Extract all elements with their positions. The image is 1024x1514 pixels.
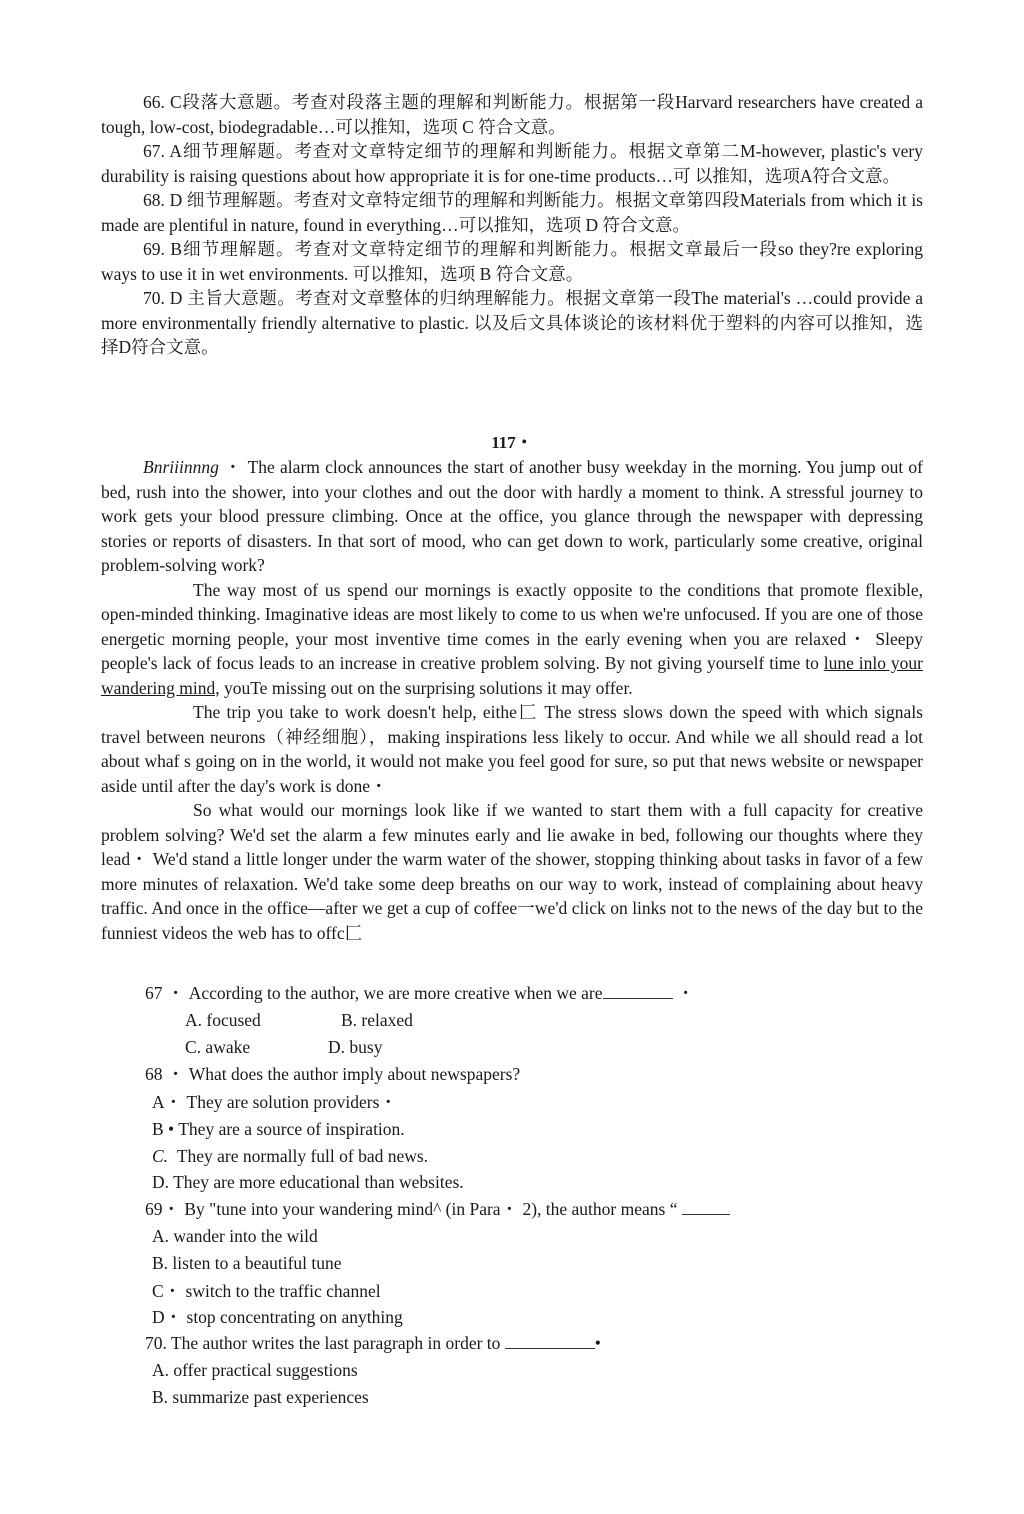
question-68-stem: 68 ・ What does the author imply about newspapers?: [145, 1064, 521, 1084]
question-70-option-b: B. summarize past experiences: [152, 1387, 369, 1407]
question-69-stem: 69・ By "tune into your wandering mind^ (in Para・ 2), the author means “: [145, 1197, 730, 1221]
answer-explanations: [101, 90, 923, 360]
answer-blank: [603, 984, 673, 999]
question-69-option-c: C・ switch to the traffic channel: [152, 1281, 381, 1301]
passage-paragraph-4: So what would our mornings look like if we wanted to start them with a full capacity for creative problem solving? We'd set the alarm a few minutes early and lie awake in bed, following our thoughts where they lead・ We'd stand a little longer under the warm water of the shower, stopping thinking about tasks in favor of a few more minutes of relaxation. We'd take some deep breaths on our way to work, instead of complaining about heavy traffic. And once in the office—after we get a cup of coffee一we'd click on links not to the news of the day but to the funniest videos the web has to offc匚: [101, 800, 923, 943]
answer-blank: [682, 1200, 730, 1215]
answer-69: 69. B细节理解题。考查对文章特定细节的理解和判断能力。根据文章最后一段so they?re exploring ways to use it in wet environments. 可以推知，选项 B 符合文意。: [101, 239, 923, 284]
question-67-option-c: C. awake: [185, 1037, 251, 1057]
question-70-option-a: A. offer practical suggestions: [152, 1360, 358, 1380]
passage-paragraph-2: The way most of us spend our mornings is exactly opposite to the conditions that promote flexible, open-minded thinking. Imaginative ideas are most likely to come to us when we're unfocused. If you are one of those energetic morning people, your most inventive time comes in the early evening when you are relaxed・ Sleepy people's lack of focus leads to an increase in creative problem solving. By not giving yourself time to lune inlo your wandering mind, youTe missing out on the surprising solutions it may offer.: [101, 579, 923, 698]
passage-paragraph-3: The trip you take to work doesn't help, eithe匚 The stress slows down the speed with which signals travel between neurons（神经细胞），making inspirations less likely to occur. And while we all should read a lot about whaf s going on in the world, it would not make you feel good for sure, so put that news website or newspaper aside until after the day's work is done・: [101, 702, 923, 796]
alarm-sound-word: Bnriiinnng: [143, 457, 219, 477]
question-69-option-b: B. listen to a beautiful tune: [152, 1253, 342, 1273]
question-68-option-d: D. They are more educational than websites.: [152, 1172, 464, 1192]
passage-paragraph-1: [101, 455, 923, 578]
answer-68: 68. D 细节理解题。考查对文章特定细节的理解和判断能力。根据文章第四段Materials from which it is made are plentiful in nature, found in everything…可以推知，选项 D 符合文意。: [101, 190, 923, 235]
question-70-stem: 70. The author writes the last paragraph in order to •: [145, 1333, 601, 1353]
question-67-option-d: D. busy: [328, 1037, 383, 1057]
question-69-option-a: A. wander into the wild: [152, 1226, 318, 1246]
answer-70: 70. D 主旨大意题。考查对文章整体的归纳理解能力。根据文章第一段The material's …could provide a more environmentally friendly alternative to plastic. 以及后文具体谈论的该材料优于塑料的内容可以推知，选择D符合文意。: [101, 288, 923, 357]
underlined-phrase: lune inlo your wandering mind,: [101, 653, 923, 698]
reading-passage: [101, 455, 923, 945]
question-67-option-b: B. relaxed: [341, 1010, 413, 1030]
question-68-option-a: A・ They are solution providers・: [152, 1092, 397, 1112]
passage-paragraph-1-text: ・ The alarm clock announces the start of another busy weekday in the morning. You jump out of bed, rush into the shower, into your clothes and out the door with hardly a moment to think. A stressful journey to work gets your blood pressure climbing. Once at the office, you glance through the newspaper with depressing stories or reports of disasters. In that sort of mood, who can get down to work, particularly some creative, original problem-solving work?: [101, 457, 923, 575]
question-68-option-b: B • They are a source of inspiration.: [152, 1119, 405, 1139]
answer-66: 66. C段落大意题。考查对段落主题的理解和判断能力。根据第一段Harvard researchers have created a tough, low-cost, biodegradable…可以推知，选项 C 符合文意。: [101, 92, 923, 137]
passage-title: 117・: [491, 433, 533, 452]
answer-blank: [505, 1334, 595, 1349]
question-67-stem: 67 ・ According to the author, we are more creative when we are ・: [145, 983, 695, 1003]
question-67-option-a: A. focused: [185, 1010, 261, 1030]
question-68-option-c: C. They are normally full of bad news.: [152, 1146, 429, 1166]
answer-67: 67. A细节理解题。考查对文章特定细节的理解和判断能力。根据文章第二M-however, plastic's very durability is raising questions about how appropriate it is for one-time products…可 以推知，选项A符合文意。: [101, 141, 923, 186]
question-69-option-d: D・ stop concentrating on anything: [152, 1307, 403, 1327]
